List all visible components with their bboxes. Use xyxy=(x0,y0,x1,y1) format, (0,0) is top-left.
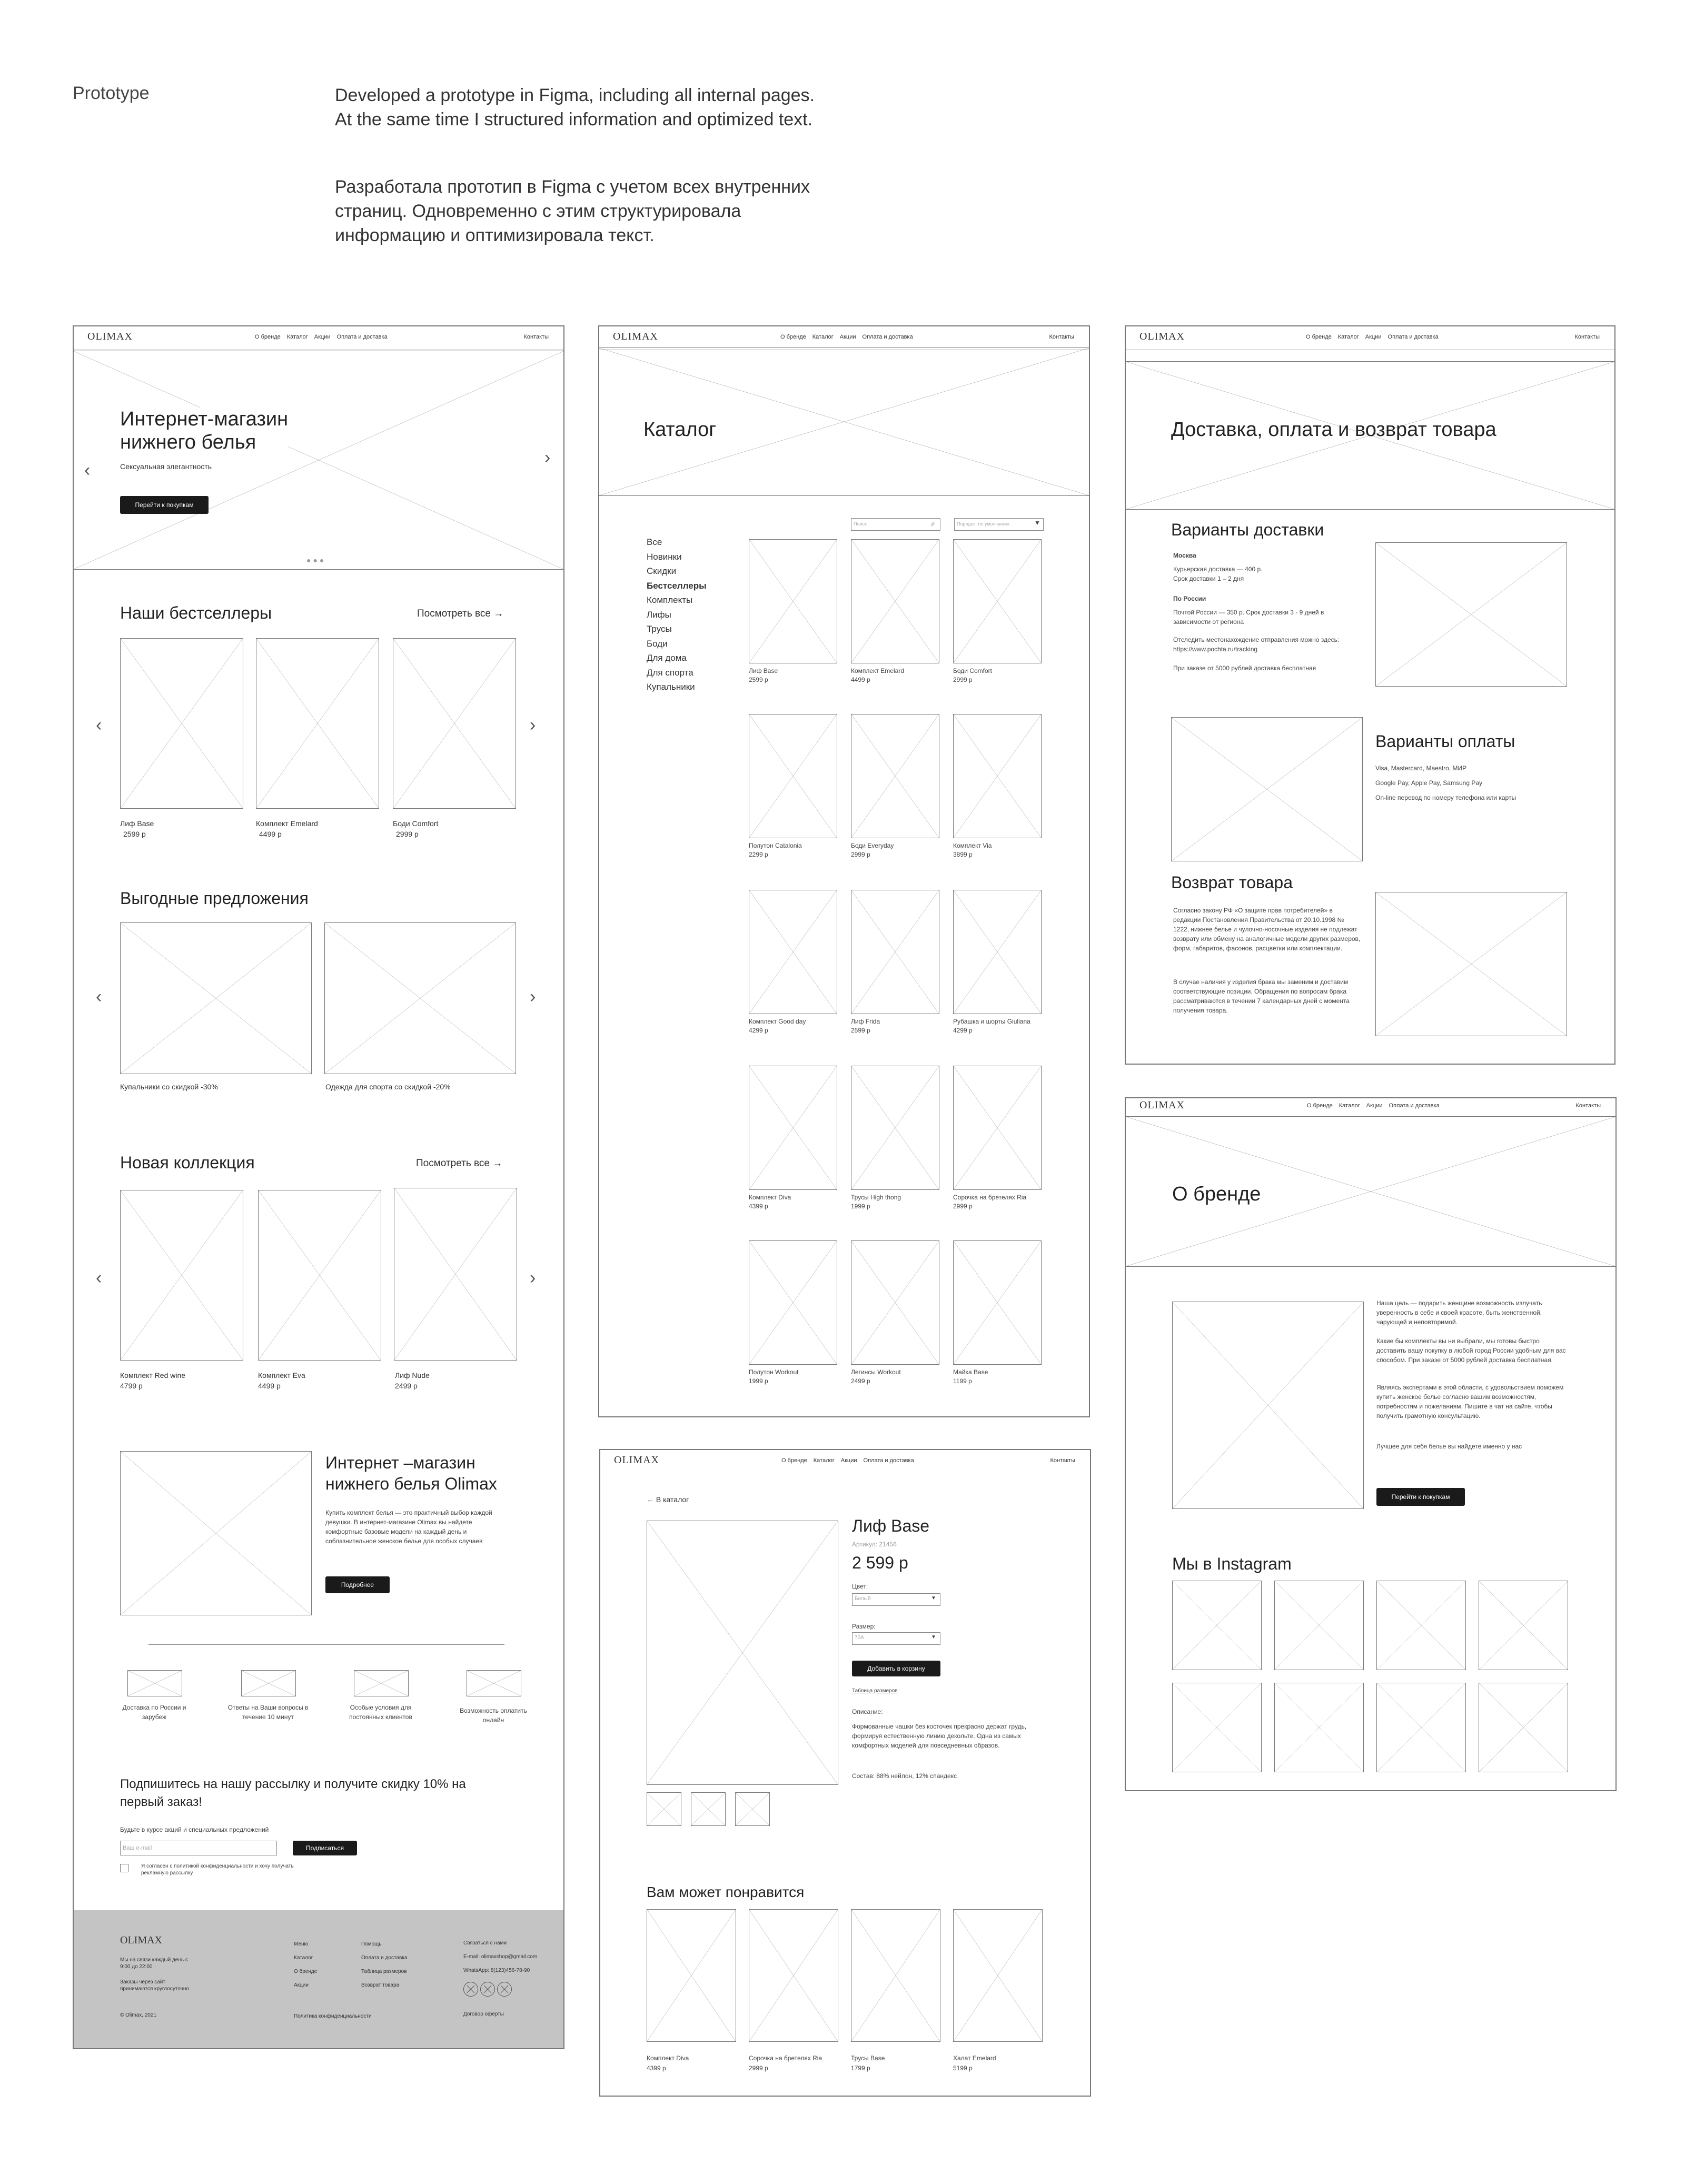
footer-link-brand[interactable]: О бренде xyxy=(294,1969,318,1974)
search-icon[interactable]: ⌕ xyxy=(931,519,935,528)
instagram-post-image[interactable] xyxy=(1274,1581,1364,1670)
nav-item-catalog[interactable]: Каталог xyxy=(812,334,834,340)
intro-ru-line: информацию и оптимизировала текст. xyxy=(335,225,655,245)
feature-label: Доставка по России и зарубеж xyxy=(122,1704,186,1721)
instagram-title: Мы в Instagram xyxy=(1172,1554,1292,1573)
instagram-post-image[interactable] xyxy=(1172,1581,1262,1670)
category-item-active[interactable]: Бестселлеры xyxy=(647,580,707,591)
footer-privacy-link[interactable]: Политика конфиденциальности xyxy=(294,2013,372,2019)
nav-item-delivery[interactable]: Оплата и доставка xyxy=(1387,334,1439,340)
payment-options-title: Варианты оплаты xyxy=(1375,732,1515,751)
russia-heading: По России xyxy=(1173,595,1206,602)
payment-line: Google Pay, Apple Pay, Samsung Pay xyxy=(1375,779,1483,787)
product-caption[interactable] xyxy=(749,2053,822,2073)
chevron-down-icon[interactable]: ▼ xyxy=(1034,519,1040,527)
nav-item-delivery[interactable]: Оплата и доставка xyxy=(336,334,388,340)
product-card-image[interactable] xyxy=(749,1240,837,1365)
product-card-image[interactable] xyxy=(851,1240,939,1365)
product-price: 4299 р xyxy=(953,1027,973,1034)
nav-item-catalog[interactable]: Каталог xyxy=(1339,1103,1360,1109)
nav-item-sales[interactable]: Акции xyxy=(840,1457,857,1464)
recommendations-title: Вам может понравится xyxy=(647,1884,805,1900)
product-card-image[interactable] xyxy=(953,1066,1042,1190)
new-collection-see-all-link[interactable]: Посмотреть все → xyxy=(416,1158,503,1169)
product-name: Трусы High thong xyxy=(851,1194,901,1201)
footer-link-sales[interactable]: Акции xyxy=(294,1982,309,1988)
new-prev-chevron-icon[interactable]: ‹ xyxy=(96,1268,102,1288)
chevron-down-icon[interactable]: ▼ xyxy=(931,1634,936,1640)
product-card-image[interactable] xyxy=(953,1240,1042,1365)
nav-contacts[interactable]: Контакты xyxy=(1050,1457,1075,1464)
product-name: Трусы Base xyxy=(851,2054,885,2062)
product-name: Комплект Good day xyxy=(749,1018,806,1025)
intro-ru-line: страниц. Одновременно с этим структурировала xyxy=(335,201,741,221)
footer-offer-link[interactable]: Договор оферты xyxy=(463,2011,504,2017)
offer-card-image[interactable] xyxy=(120,922,312,1074)
offer-label[interactable]: Купальники со скидкой -30% xyxy=(120,1083,218,1091)
nav-menu xyxy=(255,334,388,340)
about-title-line: нижнего белья Olimax xyxy=(325,1474,497,1493)
offer-label[interactable]: Одежда для спорта со скидкой -20% xyxy=(325,1083,451,1091)
category-item[interactable]: Новинки xyxy=(647,551,682,562)
product-card-image[interactable] xyxy=(851,890,939,1014)
offer-card-image[interactable] xyxy=(324,922,516,1074)
logo[interactable]: OLIMAX xyxy=(614,1454,659,1466)
footer-copyright: © Olimax, 2021 xyxy=(120,2012,157,2018)
hero-next-chevron-icon[interactable]: › xyxy=(544,448,551,468)
hero-shop-button[interactable]: Перейти к покупкам xyxy=(120,496,209,514)
nav-contacts[interactable]: Контакты xyxy=(1049,334,1074,340)
feature-loyalty-icon xyxy=(354,1670,409,1696)
instagram-post-image[interactable] xyxy=(1172,1683,1262,1772)
footer-whatsapp[interactable]: WhatsApp: 8(123)456-78-90 xyxy=(463,1968,530,1973)
product-card-image[interactable] xyxy=(851,1066,939,1190)
payment-image xyxy=(1171,717,1363,861)
free-delivery-text: При заказе от 5000 рублей доставка бесплатная xyxy=(1173,664,1316,672)
category-item[interactable]: Боди xyxy=(647,638,668,649)
nav-menu xyxy=(781,1457,914,1464)
returns-text: В случае наличия у изделия брака мы заменим и доставим соответствующие позиции. Обращения по вопросам брака рассматриваются в течении 7 календарных дней с момента получения товара. xyxy=(1173,978,1350,1014)
product-price: 2499 р xyxy=(851,1377,870,1385)
catalog-title: Каталог xyxy=(643,419,717,441)
product-name: Легинсы Workout xyxy=(851,1368,901,1376)
product-price: 4499 р xyxy=(851,676,870,683)
product-name: Лиф Frida xyxy=(851,1018,880,1025)
brand-image xyxy=(1172,1302,1364,1509)
description-text: Формованные чашки без косточек прекрасно держат грудь, формируя естественную линию декольте. Одна из самых комфортных моделей для повседневных образов. xyxy=(852,1723,1027,1749)
product-price: 2999 р xyxy=(396,830,419,838)
composition-text: Состав: 88% нейлон, 12% спандекс xyxy=(852,1772,957,1780)
product-price: 1799 р xyxy=(851,2064,870,2072)
nav-contacts[interactable]: Контакты xyxy=(1574,334,1600,340)
product-price: 2299 р xyxy=(749,851,768,858)
brand-paragraph: Лучшее для себя белье вы найдете именно у нас xyxy=(1376,1443,1522,1450)
subscribe-title xyxy=(120,1775,466,1811)
footer-link-returns[interactable]: Возврат товара xyxy=(361,1982,400,1988)
intro-label: Prototype xyxy=(73,83,150,103)
product-caption[interactable] xyxy=(851,1017,880,1035)
product-card-image[interactable] xyxy=(953,714,1042,838)
product-name[interactable]: Боди Comfort xyxy=(393,819,439,828)
subscribe-title-line: первый заказ! xyxy=(120,1795,202,1809)
instagram-post-image[interactable] xyxy=(1479,1683,1568,1772)
product-price: 2999 р xyxy=(851,851,870,858)
product-name: Боди Comfort xyxy=(953,667,992,674)
product-page-frame xyxy=(599,1449,1091,2097)
product-card-image[interactable] xyxy=(394,1188,517,1361)
about-more-button[interactable]: Подробнее xyxy=(325,1576,390,1593)
product-caption[interactable] xyxy=(851,1193,901,1211)
product-caption[interactable] xyxy=(647,2053,689,2073)
color-select[interactable]: Белый xyxy=(852,1593,940,1606)
category-item[interactable]: Для дома xyxy=(647,653,687,663)
offers-prev-chevron-icon[interactable]: ‹ xyxy=(96,987,102,1007)
product-card-image[interactable] xyxy=(749,539,837,663)
about-title-line: Интернет –магазин xyxy=(325,1453,475,1472)
product-caption[interactable] xyxy=(953,1368,988,1386)
product-card-image[interactable] xyxy=(953,890,1042,1014)
product-caption[interactable] xyxy=(851,841,894,859)
new-next-chevron-icon[interactable]: › xyxy=(530,1268,536,1288)
nav-item-catalog[interactable]: Каталог xyxy=(286,334,308,340)
product-card-image[interactable] xyxy=(749,890,837,1014)
consent-text: Я согласен с политикой конфиденциальности и хочу получать рекламную рассылку xyxy=(141,1863,294,1876)
intro-en-line: At the same time I structured information and optimized text. xyxy=(335,110,813,130)
product-price: 4399 р xyxy=(647,2064,666,2072)
intro-en-line: Developed a prototype in Figma, including all internal pages. xyxy=(335,85,815,105)
payment-line: Visa, Mastercard, Maestro, МИР xyxy=(1375,765,1467,772)
product-price: 3899 р xyxy=(953,851,973,858)
product-caption[interactable] xyxy=(749,1193,791,1211)
product-price: 4499 р xyxy=(258,1382,281,1390)
new-collection-title: Новая коллекция xyxy=(120,1153,255,1172)
intro-en-text xyxy=(335,83,815,132)
delivery-page-frame xyxy=(1125,325,1615,1065)
logo[interactable]: OLIMAX xyxy=(613,331,658,342)
nav-item-brand[interactable]: О бренде xyxy=(1306,334,1332,340)
product-card-image[interactable] xyxy=(749,1909,838,2042)
social-icon[interactable] xyxy=(497,1982,512,1997)
product-caption[interactable] xyxy=(953,841,992,859)
nav-contacts[interactable]: Контакты xyxy=(523,334,549,340)
category-item[interactable]: Трусы xyxy=(647,624,672,634)
product-article: Артикул: 21456 xyxy=(852,1541,897,1548)
add-to-cart-button[interactable]: Добавить в корзину xyxy=(852,1661,940,1676)
feature-label: Возможность оплатить онлайн xyxy=(460,1707,527,1724)
product-title: Лиф Base xyxy=(852,1516,930,1535)
home-nav xyxy=(74,326,563,350)
category-item[interactable]: Купальники xyxy=(647,682,695,692)
hero-pagination-dots[interactable]: ●●● xyxy=(306,556,326,564)
nav-item-delivery[interactable]: Оплата и доставка xyxy=(863,1457,914,1464)
color-label: Цвет: xyxy=(852,1583,868,1590)
product-caption[interactable] xyxy=(953,667,992,684)
product-card-image[interactable] xyxy=(120,638,243,809)
about-title xyxy=(325,1452,497,1494)
bestsellers-title: Наши бестселлеры xyxy=(120,603,272,622)
product-card-image[interactable] xyxy=(749,714,837,838)
brand-paragraph: Являясь экспертами в этой области, с удовольствием поможем купить женское белье согласно вашим возможностям, потребностям и пожеланиям. Пишите в чат на сайте, чтобы получить грамотную консультацию. xyxy=(1376,1384,1564,1419)
social-icon[interactable] xyxy=(480,1982,495,1997)
product-name: Сорочка на бретелях Ria xyxy=(953,1194,1027,1201)
consent-checkbox[interactable] xyxy=(120,1864,128,1872)
brand-paragraph: Наша цель — подарить женщине возможность излучать уверенность в себе и своей красоте, быть женственной, чарующей и неповторимой. xyxy=(1376,1299,1542,1326)
product-name[interactable]: Комплект Emelard xyxy=(256,819,318,828)
product-price: 2999 р xyxy=(749,2064,768,2072)
size-table-link[interactable]: Таблица размеров xyxy=(852,1688,898,1694)
product-caption[interactable] xyxy=(749,1017,806,1035)
product-name: Лиф Base xyxy=(749,667,778,674)
footer-menu-heading: Меню xyxy=(294,1941,309,1947)
nav-menu xyxy=(1306,334,1439,340)
intro-ru-line: Разработала прототип в Figma с учетом всех внутренних xyxy=(335,177,810,197)
category-item[interactable]: Для спорта xyxy=(647,667,693,678)
product-price: 2499 р xyxy=(395,1382,418,1390)
product-caption[interactable] xyxy=(851,1368,901,1386)
footer-contact-heading: Связаться с нами xyxy=(463,1940,507,1946)
logo[interactable]: OLIMAX xyxy=(87,331,133,342)
chevron-down-icon[interactable]: ▼ xyxy=(931,1595,936,1601)
product-price: 2599 р xyxy=(123,830,146,838)
nav-item-delivery[interactable]: Оплата и доставка xyxy=(862,334,913,340)
delivery-image xyxy=(1375,542,1567,687)
brand-shop-button[interactable]: Перейти к покупкам xyxy=(1376,1488,1465,1506)
social-icon[interactable] xyxy=(463,1982,478,1997)
product-price: 4299 р xyxy=(749,1027,768,1034)
product-main-image xyxy=(647,1521,838,1785)
product-card-image[interactable] xyxy=(851,714,939,838)
product-name: Полутон Workout xyxy=(749,1368,799,1376)
product-price: 4399 р xyxy=(749,1203,768,1210)
nav-item-catalog[interactable]: Каталог xyxy=(1337,334,1359,340)
size-select[interactable]: 70А xyxy=(852,1632,940,1645)
nav-item-brand[interactable]: О бренде xyxy=(255,334,281,340)
instagram-post-image[interactable] xyxy=(1274,1683,1364,1772)
feature-online-payment-icon xyxy=(467,1670,521,1696)
nav-menu xyxy=(1307,1103,1440,1109)
nav-contacts[interactable]: Контакты xyxy=(1575,1103,1601,1109)
product-price: 1999 р xyxy=(749,1377,768,1385)
nav-item-sales[interactable]: Акции xyxy=(1365,334,1382,340)
delivery-options-title: Варианты доставки xyxy=(1171,520,1324,539)
feature-support-icon xyxy=(241,1670,296,1696)
product-name[interactable]: Комплект Eva xyxy=(258,1371,305,1379)
product-caption[interactable] xyxy=(851,667,904,684)
about-text: Купить комплект белья — это практичный выбор каждой девушки. В интернет-магазине Olimax вы найдете комфортные базовые модели на каждый день и соблазнительное женское белье для особых случаев xyxy=(325,1509,492,1545)
bestsellers-next-chevron-icon[interactable]: › xyxy=(530,715,536,735)
footer-link-catalog[interactable]: Каталог xyxy=(294,1955,313,1961)
product-thumbnail[interactable] xyxy=(735,1792,770,1826)
product-price: 2599 р xyxy=(851,1027,870,1034)
instagram-post-image[interactable] xyxy=(1479,1581,1568,1670)
product-name[interactable]: Лиф Nude xyxy=(395,1371,430,1379)
product-price: 2999 р xyxy=(953,676,973,683)
product-name: Комплект Via xyxy=(953,842,992,849)
product-price: 1999 р xyxy=(851,1203,870,1210)
product-card-image[interactable] xyxy=(749,1066,837,1190)
footer-help-heading: Помощь xyxy=(361,1941,382,1947)
product-card-image[interactable] xyxy=(851,1909,940,2042)
product-name: Рубашка и шорты Giuliana xyxy=(953,1018,1030,1025)
product-caption[interactable] xyxy=(953,1193,1026,1211)
product-price: 4499 р xyxy=(259,830,282,838)
product-name: Комплект Emelard xyxy=(851,667,904,674)
footer-menu-col xyxy=(294,1938,317,1992)
subscribe-button[interactable]: Подписаться xyxy=(293,1841,357,1855)
delivery-nav xyxy=(1126,326,1614,350)
payment-line: On-line перевод по номеру телефона или карты xyxy=(1375,794,1517,801)
product-card-image[interactable] xyxy=(953,1909,1043,2042)
bestsellers-prev-chevron-icon[interactable]: ‹ xyxy=(96,715,102,735)
description-label: Описание: xyxy=(852,1708,883,1715)
product-price: 2999 р xyxy=(953,1203,973,1210)
footer-email[interactable]: E-mail: olimaxshop@gmail.com xyxy=(463,1954,538,1960)
product-card-image[interactable] xyxy=(258,1190,381,1361)
russia-line: Почтой России — 350 р. Срок доставки 3 - 9 дней в зависимости от региона xyxy=(1173,609,1324,626)
footer xyxy=(74,1910,563,2048)
footer-link-sizes[interactable]: Таблица размеров xyxy=(361,1969,407,1974)
subscribe-title-line: Подпишитесь на нашу рассылку и получите скидку 10% на xyxy=(120,1777,466,1791)
product-caption[interactable] xyxy=(953,2053,996,2073)
moscow-heading: Москва xyxy=(1173,552,1196,559)
brand-paragraph: Какие бы комплекты вы ни выбрали, мы готовы быстро доставить вашу покупку в любой город России удобным для вас способом. При заказе от 5000 рублей доставка бесплатная. xyxy=(1376,1337,1566,1364)
footer-hours: Мы на связи каждый день с 9:00 до 22:00 xyxy=(120,1957,188,1970)
category-item[interactable]: Комплекты xyxy=(647,595,693,605)
product-card-image[interactable] xyxy=(953,539,1042,663)
product-price: 4799 р xyxy=(120,1382,143,1390)
hero-subtitle: Сексуальная элегантность xyxy=(120,462,212,471)
product-price: 5199 р xyxy=(953,2064,973,2072)
product-thumbnail[interactable] xyxy=(691,1792,726,1826)
feature-label: Ответы на Ваши вопросы в течение 10 минут xyxy=(227,1704,309,1721)
product-name: Полутон Catalonia xyxy=(749,842,802,849)
hero-title-line: Интернет-магазин xyxy=(120,408,289,430)
product-caption[interactable] xyxy=(953,1017,1030,1035)
product-card-image[interactable] xyxy=(851,539,939,663)
product-nav xyxy=(600,1450,1090,1473)
catalog-nav xyxy=(599,326,1089,350)
product-name[interactable]: Комплект Red wine xyxy=(120,1371,186,1379)
nav-menu xyxy=(780,334,913,340)
catalog-search-input[interactable]: Поиск xyxy=(851,518,940,531)
size-label: Размер: xyxy=(852,1623,876,1630)
nav-item-delivery[interactable]: Оплата и доставка xyxy=(1389,1103,1440,1109)
intro-ru-text xyxy=(335,175,810,247)
instagram-post-image[interactable] xyxy=(1376,1581,1466,1670)
returns-text: Согласно закону РФ «О защите прав потребителей» в редакции Постановления Правительства от 20.10.1998 № 1222, нижнее белье и чулочно-носочные изделия не подлежат возврату или обмену на аналогичные модели других размеров, форм, габаритов, фасонов, расцветки или комплектации. xyxy=(1173,907,1361,952)
product-name: Комплект Diva xyxy=(647,2054,689,2062)
nav-item-brand[interactable]: О бренде xyxy=(1307,1103,1333,1109)
about-image xyxy=(120,1451,312,1615)
catalog-sort-select[interactable]: Порядок: по умолчанию xyxy=(954,518,1044,531)
product-card-image[interactable] xyxy=(120,1190,243,1361)
nav-item-brand[interactable]: О бренде xyxy=(781,1457,807,1464)
moscow-line: Срок доставки 1 – 2 дня xyxy=(1173,575,1244,582)
returns-image xyxy=(1375,892,1567,1036)
feature-delivery-icon xyxy=(127,1670,182,1696)
footer-link-delivery[interactable]: Оплата и доставка xyxy=(361,1955,408,1961)
product-caption[interactable] xyxy=(851,2053,885,2073)
footer-logo[interactable]: OLIMAX xyxy=(120,1934,162,1946)
product-name: Комплект Diva xyxy=(749,1194,791,1201)
home-page-frame xyxy=(73,325,564,2049)
product-price: 2599 р xyxy=(749,676,768,683)
product-card-image[interactable] xyxy=(647,1909,736,2042)
product-thumbnail[interactable] xyxy=(647,1792,681,1826)
product-name: Майка Base xyxy=(953,1368,988,1376)
product-price: 1199 р xyxy=(953,1377,972,1385)
nav-item-sales[interactable]: Акции xyxy=(839,334,856,340)
back-to-catalog-link[interactable]: ← В каталог xyxy=(647,1495,689,1504)
brand-page-frame xyxy=(1125,1097,1617,1791)
product-caption[interactable] xyxy=(749,667,778,684)
product-price: 2 599 р xyxy=(852,1553,908,1572)
footer-contact-col xyxy=(463,1937,537,1978)
hero-title-line: нижнего белья xyxy=(120,431,256,453)
product-name: Халат Emelard xyxy=(953,2054,996,2062)
delivery-title: Доставка, оплата и возврат товара xyxy=(1171,419,1496,441)
logo[interactable]: OLIMAX xyxy=(1139,331,1185,342)
tracking-text[interactable]: Отследить местонахождение отправления можно здесь: https://www.pochta.ru/tracking xyxy=(1173,636,1340,653)
product-card-image[interactable] xyxy=(256,638,379,809)
divider xyxy=(148,1644,504,1645)
footer-orders: Заказы через сайт принимаются круглосуточно xyxy=(120,1979,189,1992)
category-item[interactable]: Лифы xyxy=(647,609,671,620)
nav-item-catalog[interactable]: Каталог xyxy=(813,1457,835,1464)
product-name: Боди Everyday xyxy=(851,842,894,849)
category-item[interactable]: Скидки xyxy=(647,566,677,576)
offers-title: Выгодные предложения xyxy=(120,889,309,908)
catalog-page-frame xyxy=(598,325,1090,1417)
catalog-category-list xyxy=(647,535,707,694)
instagram-post-image[interactable] xyxy=(1376,1683,1466,1772)
category-item[interactable]: Все xyxy=(647,537,662,547)
hero-banner-image xyxy=(74,351,563,570)
nav-item-sales[interactable]: Акции xyxy=(314,334,331,340)
logo[interactable]: OLIMAX xyxy=(1139,1099,1185,1111)
subscribe-email-input[interactable]: Ваш e-mail xyxy=(120,1841,277,1855)
product-caption[interactable] xyxy=(749,1368,799,1386)
brand-title: О бренде xyxy=(1172,1183,1261,1205)
returns-title: Возврат товара xyxy=(1171,873,1293,892)
bestsellers-see-all-link[interactable]: Посмотреть все → xyxy=(417,608,504,619)
product-name: Сорочка на бретелях Ria xyxy=(749,2054,822,2062)
moscow-line: Курьерская доставка — 400 р. xyxy=(1173,565,1263,573)
product-caption[interactable] xyxy=(749,841,802,859)
nav-item-brand[interactable]: О бренде xyxy=(780,334,806,340)
nav-item-sales[interactable]: Акции xyxy=(1366,1103,1383,1109)
subscribe-subtitle: Будьте в курсе акций и специальных предложений xyxy=(120,1826,269,1833)
offers-next-chevron-icon[interactable]: › xyxy=(530,987,536,1007)
product-card-image[interactable] xyxy=(393,638,516,809)
product-name[interactable]: Лиф Base xyxy=(120,819,154,828)
hero-prev-chevron-icon[interactable]: ‹ xyxy=(84,460,91,480)
hero-title xyxy=(120,408,288,454)
feature-label: Особые условия для постоянных клиентов xyxy=(349,1704,412,1721)
brand-nav xyxy=(1126,1098,1615,1117)
footer-help-col xyxy=(361,1938,407,1992)
